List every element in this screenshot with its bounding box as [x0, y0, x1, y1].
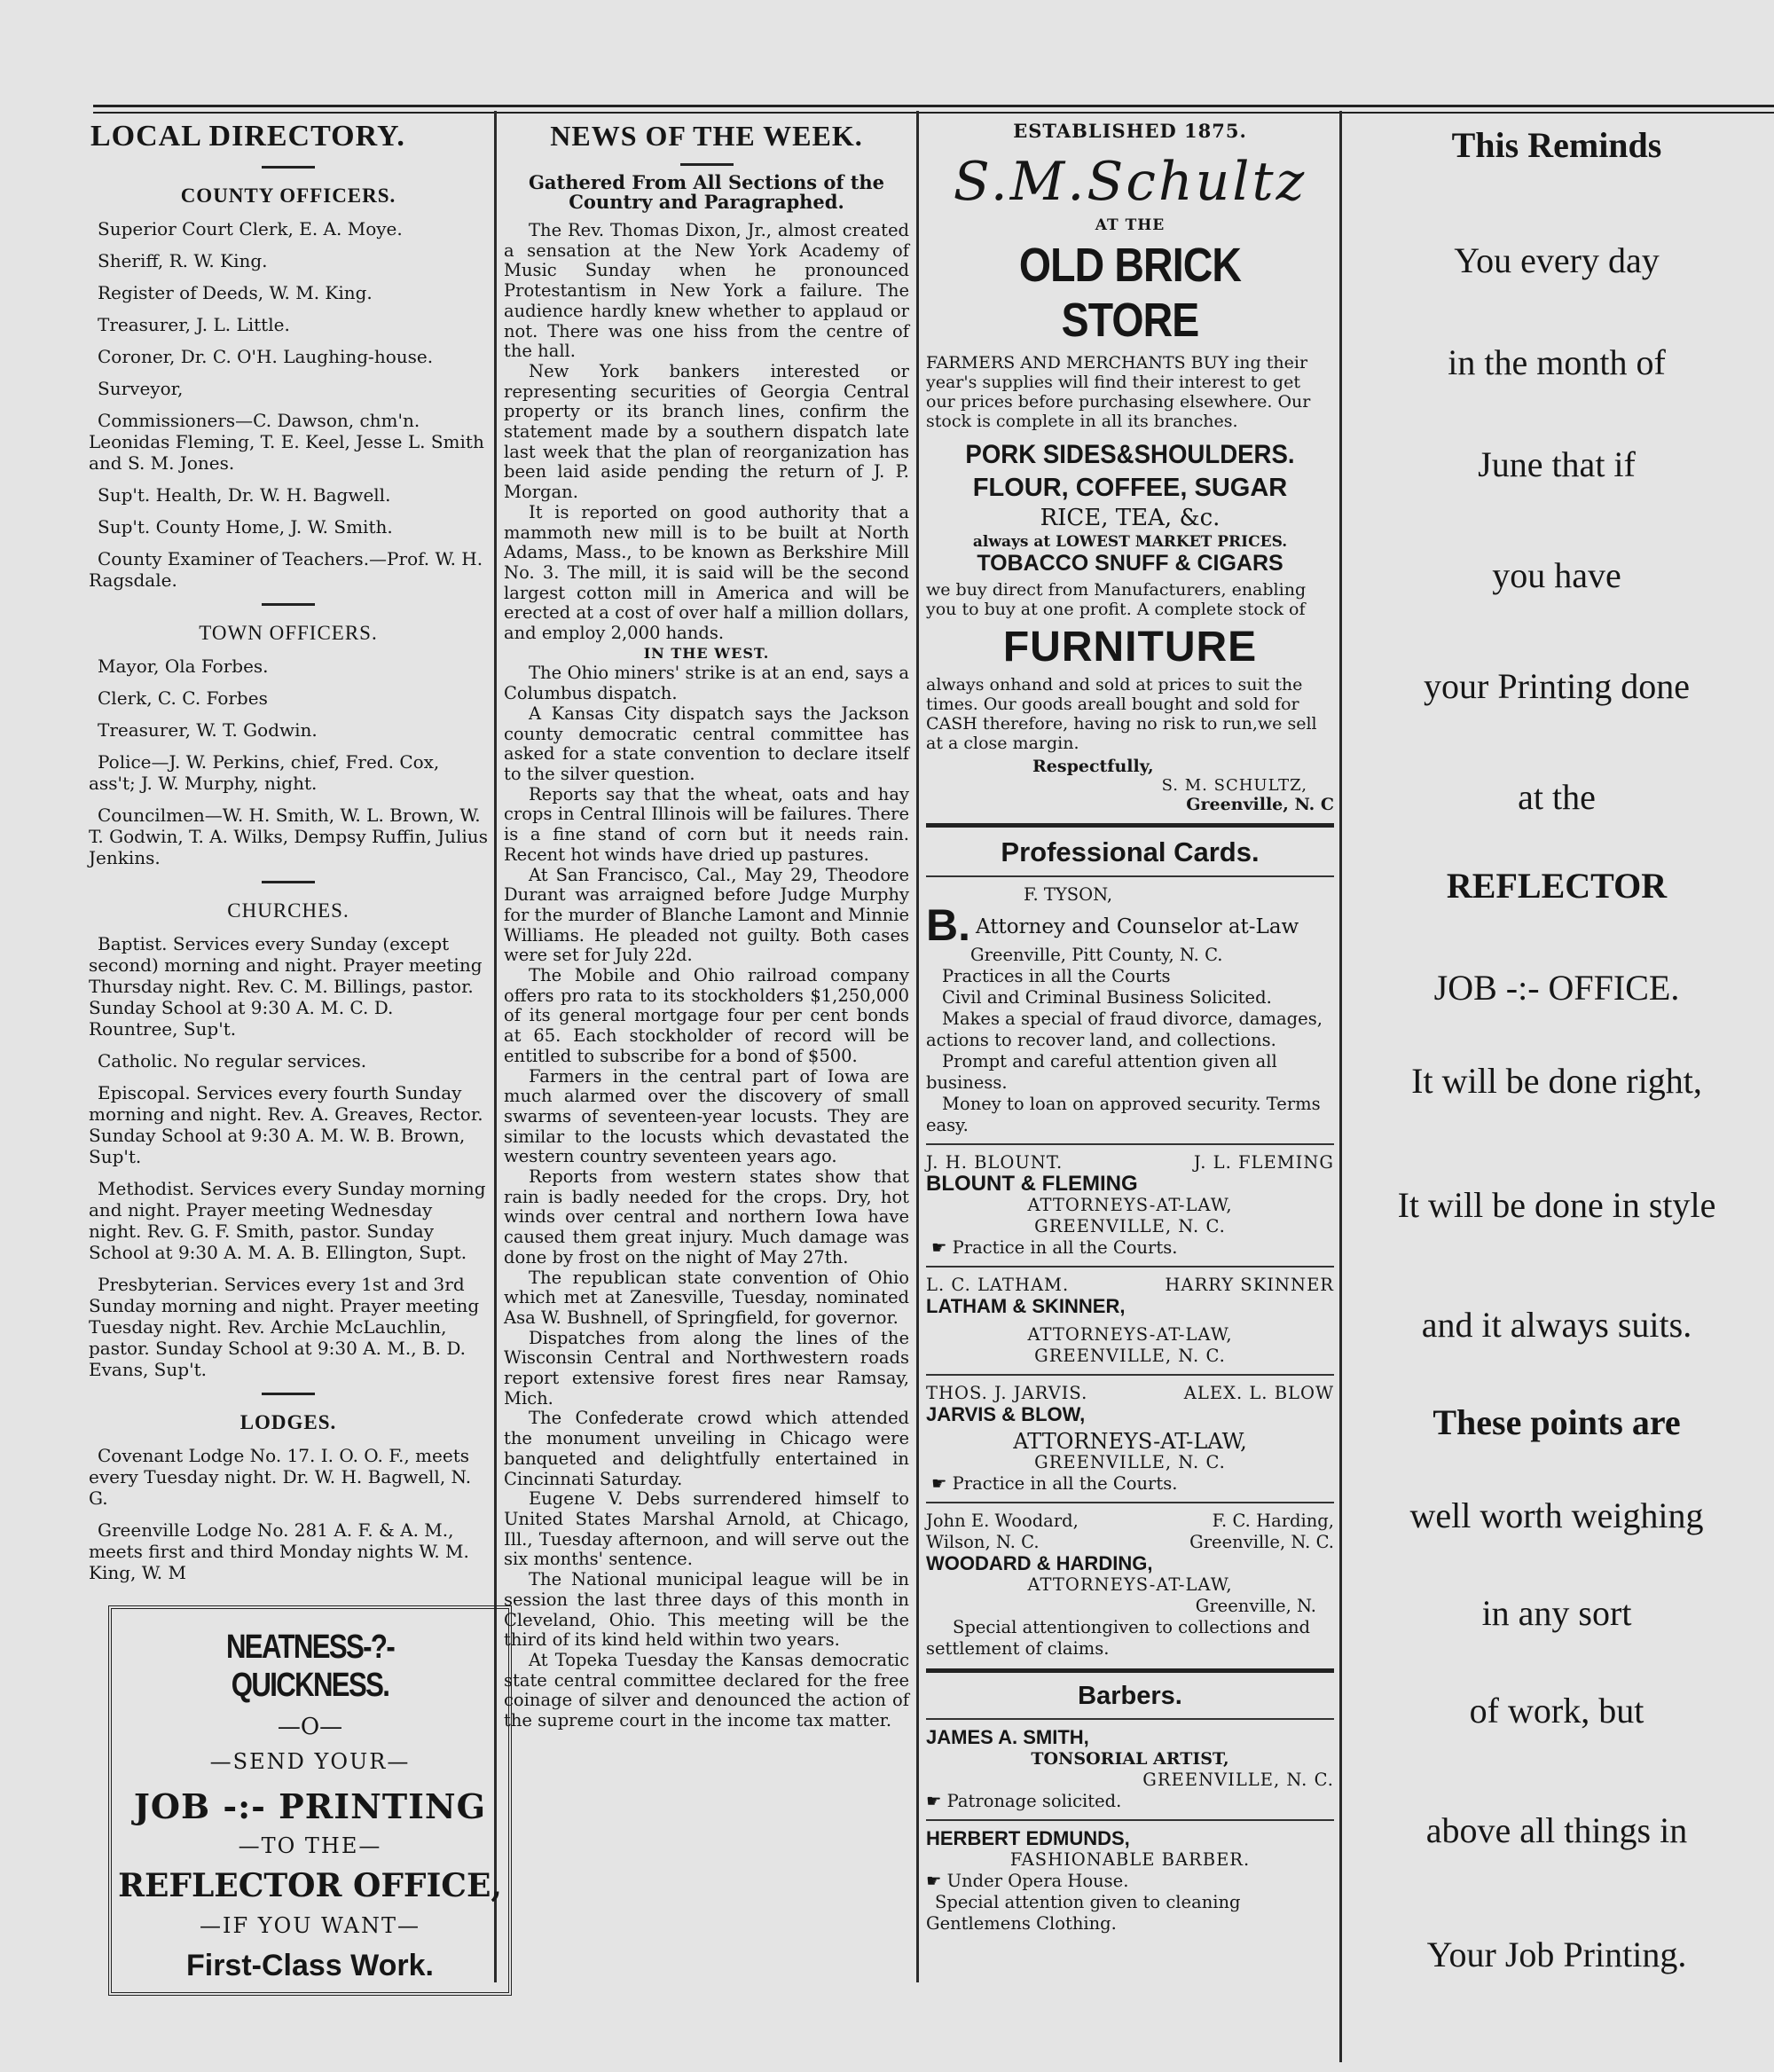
directory-entry: Episcopal. Services every fourth Sunday morning and night. Rev. A. Greaves, Rector. Sunday School at 9:30 A. M. W. B. Brown, Sup't.	[89, 1082, 483, 1167]
directory-title: LOCAL DIRECTORY.	[90, 120, 405, 153]
tyson-line: Money to loan on approved security. Terms easy.	[926, 1094, 1321, 1135]
divider	[262, 881, 315, 883]
reminder-line: well worth weighing	[1409, 1495, 1704, 1535]
directory-entry: Methodist. Services every Sunday morning and night. Prayer meeting Wednesday night. Rev. G. F. Smith, pastor. Sunday School at 9:30 A. M. A. B. Ellington, Supt.	[89, 1178, 486, 1263]
news-paragraph: The National municipal league will be in session the last three days of this month in Cleveland, Ohio. This meeting will be the third of its kind held within two years.	[504, 1569, 909, 1651]
news-paragraph: It is reported on good authority that a mammoth new mill is to be built at North Adams, Mass., to be known as Berkshire Mill No. 3. The mill, it is said will be the second largest cotton mill in America and will be erected at a cost of over half a million dollars, and employ 2,000 hands.	[504, 501, 909, 644]
directory-entry: Councilmen—W. H. Smith, W. L. Brown, W. T. Godwin, T. A. Wilks, Dempsy Ruffin, Julius Jenkins.	[89, 804, 488, 868]
news-paragraph: At San Francisco, Cal., May 29, Theodore Durant was arraigned before Judge Murphy for the murder of Blanche Lamont and Minnie Williams. He pleaded not guilty. Both cases were set for July 22d.	[504, 864, 910, 966]
barber-note: ☛ Patronage solicited.	[926, 1791, 1122, 1811]
column-rule-3	[1339, 111, 1342, 2062]
news-paragraph: Eugene V. Debs surrendered himself to United States Marshal Arnold, at Chicago, Ill., Tuesday afternoon, and will serve out the six months' sentence.	[504, 1488, 909, 1570]
barber-note: ☛ Under Opera House.	[926, 1871, 1129, 1891]
cards-heading: Professional Cards.	[1001, 836, 1260, 867]
reminder-line: above all things in	[1425, 1810, 1688, 1850]
news-paragraph: At Topeka Tuesday the Kansas democratic state central committee declared for the free coinage of silver and denounced the action of the supreme court in the income tax matter.	[504, 1649, 909, 1731]
news-paragraph: The Confederate crowd which attended the monument unveiling in Chicago were banqueted and delightfully entertained in Cincinnati Saturday.	[504, 1408, 909, 1489]
reminder-line: You every day	[1454, 240, 1660, 280]
news-subtitle: Gathered From All Sections of the Country and Paragraphed.	[528, 171, 885, 213]
section-rule	[926, 1819, 1334, 1821]
directory-entry: Sup't. Health, Dr. W. H. Bagwell.	[98, 484, 391, 506]
neatness-headline: NEATNESS-?-QUICKNESS.	[225, 1629, 395, 1704]
barbers-heading: Barbers.	[1078, 1682, 1182, 1710]
firm-place: GREENVILLE, N. C.	[1034, 1452, 1226, 1472]
farmers-text: FARMERS AND MERCHANTS BUY ing their year's supplies will find their interest to get our prices before purchasing elsewhere. Our stock is complete in all its branches.	[926, 353, 1311, 431]
tyson-title: Attorney and Counselor at-Law	[976, 915, 1299, 938]
reminder-line: This Reminds	[1451, 125, 1662, 165]
directory-entry: Sup't. County Home, J. W. Smith.	[98, 516, 393, 538]
partner-name: John E. Woodard,	[926, 1511, 1079, 1531]
top-rule-2	[93, 112, 1774, 114]
firm-title: ATTORNEYS-AT-LAW,	[1013, 1429, 1247, 1454]
ad-text: First-Class Work.	[185, 1949, 434, 1982]
reminder-line: in the month of	[1448, 342, 1666, 382]
directory-entry: Catholic. No regular services.	[98, 1050, 367, 1071]
reminder-line: and it always suits.	[1421, 1305, 1692, 1345]
section-rule	[926, 875, 1334, 877]
respectfully: Respectfully,	[1032, 757, 1154, 776]
partner-name: J. H. BLOUNT.	[926, 1152, 1064, 1173]
divider	[262, 603, 315, 606]
ad-text: JOB -:- PRINTING	[133, 1786, 487, 1826]
advertisements-column	[926, 120, 1334, 1935]
town-heading: TOWN OFFICERS.	[199, 622, 378, 644]
firm-note: ☛ Practice in all the Courts.	[931, 1237, 1178, 1258]
reminder-line: at the	[1518, 777, 1596, 817]
top-rule	[93, 105, 1774, 107]
firm-name: JARVIS & BLOW,	[926, 1403, 1086, 1425]
section-rule	[926, 1718, 1334, 1720]
tyson-place: Greenville, Pitt County, N. C.	[970, 945, 1223, 965]
ad-text: —SEND YOUR—	[209, 1749, 411, 1774]
churches-heading: CHURCHES.	[227, 899, 349, 922]
schultz-place: Greenville, N. C	[1186, 795, 1334, 814]
county-heading: COUNTY OFFICERS.	[180, 184, 396, 207]
news-paragraph: Reports from western states show that rain is badly needed for the crops. Dry, hot winds over central and northern Iowa have caused them great injury. Much damage was done by frost on the night of May 27th.	[504, 1166, 909, 1268]
blount-card	[926, 1152, 1334, 1259]
directory-entry: Mayor, Ola Forbes.	[98, 655, 269, 677]
partner-name: J. L. FLEMING	[1193, 1152, 1334, 1173]
tyson-line: Makes a special of fraud divorce, damages, actions to recover land, and collections.	[926, 1009, 1323, 1050]
barber-title: FASHIONABLE BARBER.	[1009, 1849, 1251, 1870]
directory-entry: Surveyor,	[98, 378, 184, 399]
reminder-line: June that if	[1478, 444, 1636, 484]
tyson-initial: B.	[926, 900, 970, 950]
divider	[680, 163, 734, 166]
news-paragraph: A Kansas City dispatch says the Jackson county democratic central committee has asked for a state convention to declare itself to the silver question.	[504, 702, 909, 784]
divider	[262, 1393, 315, 1395]
section-rule	[926, 1143, 1334, 1145]
partner-name: F. C. Harding,	[1212, 1511, 1334, 1531]
local-directory	[89, 120, 488, 1594]
directory-entry: Sheriff, R. W. King.	[98, 250, 268, 271]
partner-name: ALEX. L. BLOW	[1183, 1383, 1334, 1403]
firm-title: ATTORNEYS-AT-LAW,	[1027, 1574, 1233, 1595]
reminder-line: in any sort	[1481, 1593, 1632, 1633]
firm-title: ATTORNEYS-AT-LAW,	[1027, 1324, 1233, 1345]
store-name: OLD BRICK STORE	[1018, 239, 1242, 347]
directory-entry: Coroner, Dr. C. O'H. Laughing-house.	[98, 346, 434, 367]
section-rule	[926, 1374, 1334, 1376]
partner-name: HARRY SKINNER	[1165, 1275, 1334, 1295]
schultz-advertisement	[926, 120, 1334, 814]
west-heading: IN THE WEST.	[643, 644, 770, 662]
lodges-heading: LODGES.	[239, 1411, 337, 1433]
always-line: always at LOWEST MARKET PRICES.	[972, 533, 1288, 551]
reminder-line: you have	[1492, 555, 1621, 595]
tobacco-line: TOBACCO SNUFF & CIGARS	[977, 551, 1283, 576]
partner-name: THOS. J. JARVIS.	[926, 1383, 1088, 1403]
firm-name: WOODARD & HARDING,	[926, 1552, 1153, 1574]
reminder-line: your Printing done	[1424, 666, 1690, 706]
partner-name: L. C. LATHAM.	[926, 1275, 1070, 1295]
news-paragraph: The Ohio miners' strike is at an end, says a Columbus dispatch.	[504, 663, 909, 704]
directory-entry: Presbyterian. Services every 1st and 3rd Sunday morning and night. Prayer meeting Tuesday night. Rev. Archie McLauchlin, pastor. Sunday School at 9:30 A. M., B. D. Evans, Sup't.	[89, 1274, 480, 1380]
latham-card	[926, 1275, 1334, 1367]
column-rule-2	[916, 111, 919, 1982]
directory-entry: Police—J. W. Perkins, chief, Fred. Cox, ass't; J. W. Murphy, night.	[89, 751, 440, 794]
firm-title: ATTORNEYS-AT-LAW,	[1027, 1195, 1233, 1215]
news-paragraph: Dispatches from along the lines of the Wisconsin Central and Northwestern roads report extensive forest fires near Ramsay, Mich.	[504, 1327, 909, 1409]
edmunds-card	[926, 1828, 1334, 1935]
news-paragraph: The republican state convention of Ohio which met at Zanesville, Tuesday, nominated Asa W. Bushnell, of Springfield, for governor.	[504, 1267, 909, 1328]
firm-name: LATHAM & SKINNER,	[926, 1295, 1126, 1317]
section-rule	[926, 1502, 1334, 1503]
directory-entry: Covenant Lodge No. 17. I. O. O. F., meets every Tuesday night. Dr. W. H. Bagwell, N. G.	[89, 1445, 472, 1509]
rice-line: RICE, TEA, &c.	[1040, 505, 1221, 531]
news-title: NEWS OF THE WEEK.	[550, 120, 863, 152]
established-line: ESTABLISHED 1875.	[1013, 120, 1247, 142]
schultz-name: S.M.Schultz	[953, 151, 1307, 213]
news-paragraph: New York bankers interested or representing securities of Georgia Central property or its branch lines, confirm the statement made by a southern dispatch late last week that the plan of reorganization has been laid aside pending the return of J. P. Morgan.	[504, 360, 909, 503]
firm-place: GREENVILLE, N. C.	[1034, 1216, 1226, 1236]
woodard-card	[926, 1511, 1334, 1660]
section-rule	[926, 823, 1334, 828]
ornament: —O—	[277, 1714, 343, 1740]
barber-name: JAMES A. SMITH,	[926, 1726, 1089, 1748]
partner-place: Wilson, N. C.	[926, 1532, 1040, 1552]
firm-note: Special attentiongiven to collections and settlement of claims.	[926, 1617, 1311, 1659]
reminder-line: Your Job Printing.	[1426, 1935, 1687, 1974]
directory-entry: Treasurer, W. T. Godwin.	[98, 719, 318, 741]
reminder-line: JOB -:- OFFICE.	[1433, 968, 1680, 1008]
directory-entry: County Examiner of Teachers.—Prof. W. H. Ragsdale.	[89, 548, 483, 591]
tyson-name: F. TYSON,	[1024, 884, 1113, 905]
ad-text: —TO THE—	[238, 1833, 382, 1858]
section-rule	[926, 1668, 1334, 1673]
directory-entry: Commissioners—C. Dawson, chm'n. Leonidas Fleming, T. E. Keel, Jesse L. Smith and S. M. Jones.	[89, 410, 484, 474]
news-paragraph: The Rev. Thomas Dixon, Jr., almost created a sensation at the New York Academy of Music Sunday when he pronounced Protestantism in New York a failure. The audience hardly knew whether to applaud or not. There was one hiss from the centre of the hall.	[504, 220, 909, 362]
news-paragraph: The Mobile and Ohio railroad company offers pro rata to its stockholders $1,250,000 of its general mortgage four per cent bonds at 65. Each stockholder of record will be entitled to subscribe for a bond of $500.	[504, 965, 909, 1066]
furniture-line: FURNITURE	[1002, 624, 1258, 671]
firm-place: Greenville, N.	[1195, 1596, 1316, 1616]
onhand-text: always onhand and sold at prices to suit the times. Our goods areall bought and sold for CASH therefore, having no risk to run,we sell at a close margin.	[926, 675, 1317, 753]
flour-line: FLOUR, COFFEE, SUGAR	[972, 474, 1288, 502]
news-paragraph: Reports say that the wheat, oats and hay crops in Central Illinois will be failures. There is a fine stand of corn but it needs rain. Recent hot winds have dried up pastures.	[504, 783, 909, 865]
tyson-line: Practices in all the Courts	[942, 966, 1171, 986]
signature: S. M. SCHULTZ,	[1161, 776, 1307, 795]
directory-entry: Greenville Lodge No. 281 A. F. & A. M., meets first and third Monday nights W. M. King, W. M	[89, 1519, 469, 1583]
tyson-line: Civil and Criminal Business Solicited.	[942, 987, 1272, 1008]
directory-entry: Baptist. Services every Sunday (except second) morning and night. Prayer meeting Thursday night. Rev. C. M. Billings, pastor. Sunday School at 9:30 A. M. C. D. Rountree, Sup't.	[89, 933, 483, 1040]
reminder-line: of work, but	[1469, 1691, 1644, 1731]
directory-entry: Superior Court Clerk, E. A. Moye.	[98, 218, 403, 239]
buy-direct-text: we buy direct from Manufacturers, enabling you to buy at one profit. A complete stock of	[926, 580, 1307, 619]
at-the: AT THE	[1095, 216, 1166, 234]
news-of-the-week	[504, 120, 909, 1731]
news-paragraph: Farmers in the central part of Iowa are much alarmed over the discovery of small swarms of seventeen-year locusts. They are similar to the locusts which devastated the western country seventeen years ago.	[504, 1065, 909, 1167]
reminder-line: These points are	[1433, 1402, 1681, 1442]
reminder-line: REFLECTOR	[1446, 866, 1668, 906]
neatness-advertisement	[108, 1605, 512, 1996]
tyson-card	[926, 884, 1334, 1136]
barber-title: TONSORIAL ARTIST,	[1031, 1749, 1229, 1769]
firm-note: ☛ Practice in all the Courts.	[931, 1473, 1178, 1494]
partner-place: Greenville, N. C.	[1189, 1532, 1334, 1552]
directory-entry: Treasurer, J. L. Little.	[98, 314, 290, 335]
reminder-line: It will be done in style	[1397, 1185, 1716, 1225]
tyson-line: Prompt and careful attention given all business.	[926, 1051, 1277, 1093]
ad-text: —IF YOU WANT—	[200, 1913, 420, 1938]
jarvis-card	[926, 1383, 1334, 1495]
firm-name: BLOUNT & FLEMING	[926, 1172, 1138, 1196]
smith-card	[926, 1727, 1334, 1812]
barber-note: Special attention given to cleaning Gentlemens Clothing.	[926, 1892, 1241, 1934]
firm-place: GREENVILLE, N. C.	[1034, 1346, 1226, 1366]
divider	[262, 166, 315, 169]
directory-entry: Clerk, C. C. Forbes	[98, 687, 268, 709]
ad-text: REFLECTOR OFFICE,	[118, 1867, 502, 1904]
barber-place: GREENVILLE, N. C.	[1142, 1770, 1334, 1790]
directory-entry: Register of Deeds, W. M. King.	[98, 282, 373, 303]
reminder-line: It will be done right,	[1411, 1061, 1702, 1101]
pork-line: PORK SIDES&SHOULDERS.	[965, 440, 1295, 469]
section-rule	[926, 1266, 1334, 1268]
barber-name: HERBERT EDMUNDS,	[926, 1827, 1130, 1849]
